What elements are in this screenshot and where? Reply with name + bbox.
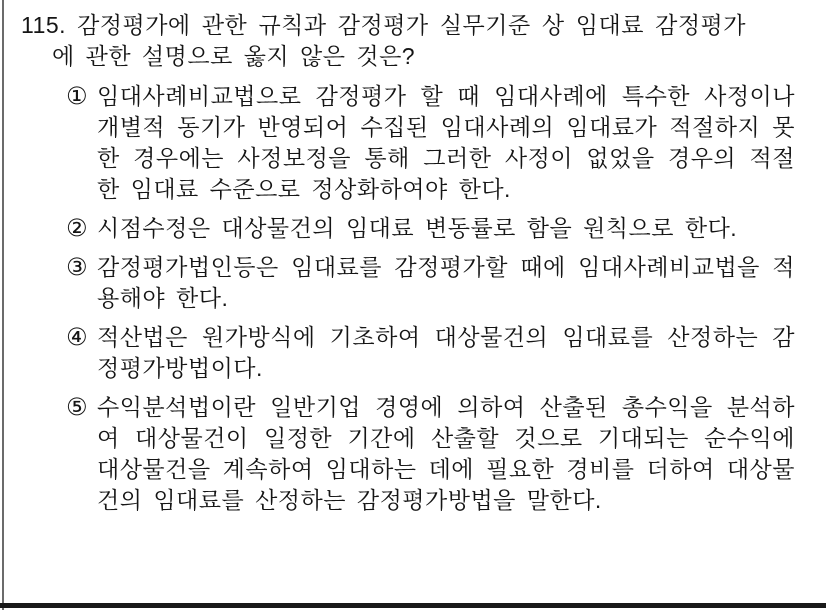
choice-item-3 xyxy=(66,252,795,314)
choice-3-marker: ③ xyxy=(66,254,89,281)
choice-item-4 xyxy=(66,322,795,384)
choice-5-text: 수익분석법이란 일반기업 경영에 의하여 산출된 총수익을 분석하여 대상물건이 일정한 기간에 산출할 것으로 기대되는 순수익에 대상물건을 계속하여 임대하는 데에 필요한 경비를 더하여 대상물건의 임대료를 산정하는 감정평가방법을 말한다. xyxy=(97,394,795,513)
choice-item-1 xyxy=(66,81,795,205)
choice-4-marker: ④ xyxy=(66,324,89,351)
question-text: 감정평가에 관한 규칙과 감정평가 실무기준 상 임대료 감정평가에 관한 설명으로 옳지 않은 것은? xyxy=(52,12,746,69)
choice-5-marker: ⑤ xyxy=(66,394,89,421)
choices-list xyxy=(0,81,826,516)
bottom-border-line xyxy=(0,603,826,608)
choice-1-marker: ① xyxy=(66,83,89,110)
choice-1-text: 임대사례비교법으로 감정평가 할 때 임대사례에 특수한 사정이나 개별적 동기가 반영되어 수집된 임대사례의 임대료가 적절하지 못한 경우에는 사정보정을 통해 그러한 사정이 없었을 경우의 적절한 임대료 수준으로 정상화하여야 한다. xyxy=(97,83,795,202)
question-number: 115. xyxy=(21,12,67,38)
question-block xyxy=(21,10,746,72)
choice-4-text: 적산법은 원가방식에 기초하여 대상물건의 임대료를 산정하는 감정평가방법이다. xyxy=(97,324,795,381)
choice-2-text: 시점수정은 대상물건의 임대료 변동률로 함을 원칙으로 한다. xyxy=(97,215,738,241)
choice-item-2 xyxy=(66,213,795,244)
choice-2-marker: ② xyxy=(66,215,89,242)
choice-item-5 xyxy=(66,392,795,516)
choice-3-text: 감정평가법인등은 임대료를 감정평가할 때에 임대사례비교법을 적용해야 한다. xyxy=(97,254,795,311)
question-area xyxy=(0,10,826,516)
